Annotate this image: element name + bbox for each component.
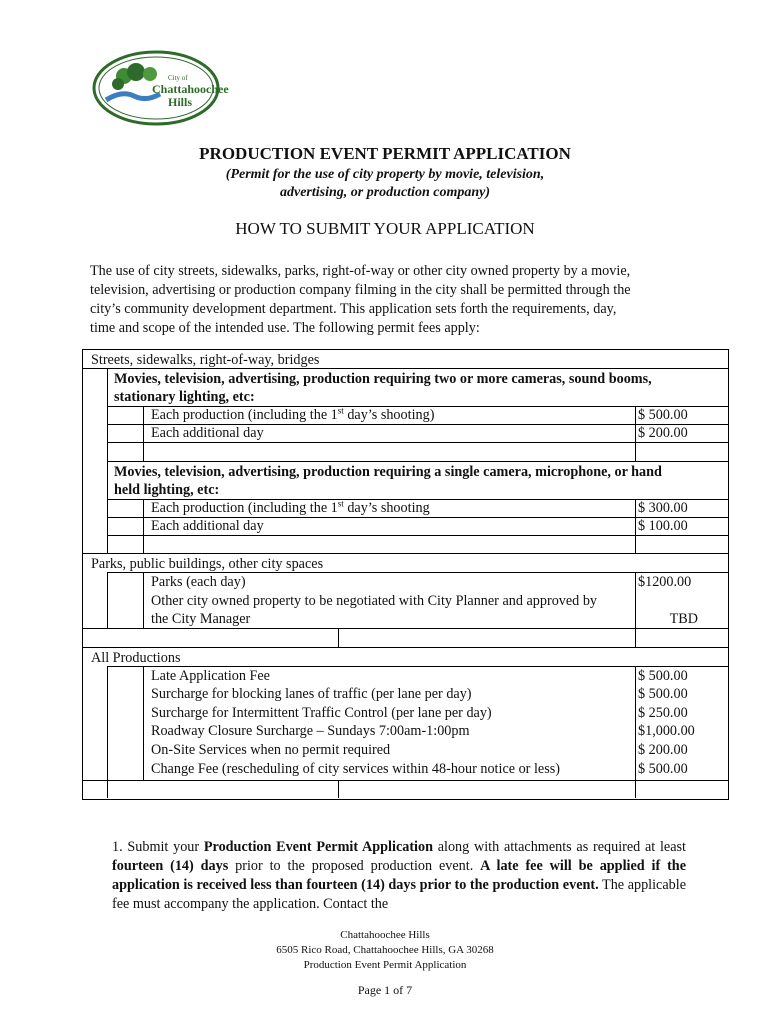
fee-item-label: Each additional day [151,425,264,441]
intro-paragraph [90,262,690,338]
fee-amount: $ 100.00 [638,518,688,534]
fee-item-label: Parks (each day) [151,574,246,590]
fee-amount: $ 300.00 [638,500,688,516]
fee-amount: $ 500.00 [638,668,688,684]
city-logo [92,50,229,126]
fee-item-label: Surcharge for Intermittent Traffic Control (per lane per day) [151,705,492,721]
fee-amount: $ 250.00 [638,705,688,721]
fee-amount: $ 200.00 [638,742,688,758]
fee-item-label: Other city owned property to be negotiated with City Planner and approved by [151,593,598,609]
step-1-paragraph: 1. Submit your Production Event Permit Application along with attachments as required at least fourteen (14) days prior to the proposed production event. A late fee will be applied if the application is received less than fourteen (14) days prior to the production event. The applicable fee must accompany the application. Contact the [112,839,686,912]
intro-line: television, advertising or production company filming in the city shall be permitted through the [90,282,631,298]
logo-text-1: City of [168,74,188,82]
fee-amount: $ 500.00 [638,407,688,423]
fee-table [82,349,729,800]
fee-item-label: Each production (including the 1st day’s shooting [151,498,430,516]
footer-line: Production Event Permit Application [303,959,467,971]
single-camera-label-cont: held lighting, etc: [114,482,220,498]
fee-item-label: Each additional day [151,518,264,534]
fee-amount: $ 500.00 [638,686,688,702]
document-subtitle [0,166,770,202]
footer-line: Chattahoochee Hills [340,929,430,941]
multi-camera-label-cont: stationary lighting, etc: [114,389,255,405]
page-number: Page 1 of 7 [357,983,413,997]
intro-line: city’s community development department. This application sets forth the requirements, day, [90,301,617,317]
subtitle-line: (Permit for the use of city property by movie, television, [225,167,545,182]
logo-text-3: Hills [168,95,193,109]
all-productions-heading: All Productions [91,650,181,666]
intro-line: time and scope of the intended use. The following permit fees apply: [90,320,480,336]
multi-camera-label: Movies, television, advertising, production requiring two or more cameras, sound booms, [114,371,652,387]
fee-amount: $ 500.00 [638,761,688,777]
parks-heading: Parks, public buildings, other city spaces [91,556,324,572]
fee-item-label: Change Fee (rescheduling of city services within 48-hour notice or less) [151,761,560,777]
single-camera-label: Movies, television, advertising, production requiring a single camera, microphone, or hand [114,464,662,480]
fee-amount: TBD [669,611,698,627]
fee-amount: $1200.00 [638,574,692,590]
fee-amount: $1,000.00 [638,723,695,739]
fee-item-label: Surcharge for blocking lanes of traffic (per lane per day) [151,686,472,702]
fee-item-label: Each production (including the 1st day’s shooting) [151,405,435,423]
fee-item-label: Roadway Closure Surcharge – Sundays 7:00am-1:00pm [151,723,470,739]
streets-heading: Streets, sidewalks, right-of-way, bridges [91,352,320,368]
logo-text-2: Chattahoochee [152,82,229,96]
page-footer [0,928,770,973]
fee-item-label: Late Application Fee [151,668,270,684]
subtitle-line: advertising, or production company) [279,185,490,200]
document-title: PRODUCTION EVENT PERMIT APPLICATION [199,144,571,163]
intro-line: The use of city streets, sidewalks, parks, right-of-way or other city owned property by a movie, [90,263,631,279]
fee-item-label-cont: the City Manager [151,611,251,627]
section-heading: HOW TO SUBMIT YOUR APPLICATION [235,219,535,238]
fee-amount: $ 200.00 [638,425,688,441]
fee-item-label: On-Site Services when no permit required [151,742,391,758]
footer-line: 6505 Rico Road, Chattahoochee Hills, GA 30268 [276,944,494,956]
